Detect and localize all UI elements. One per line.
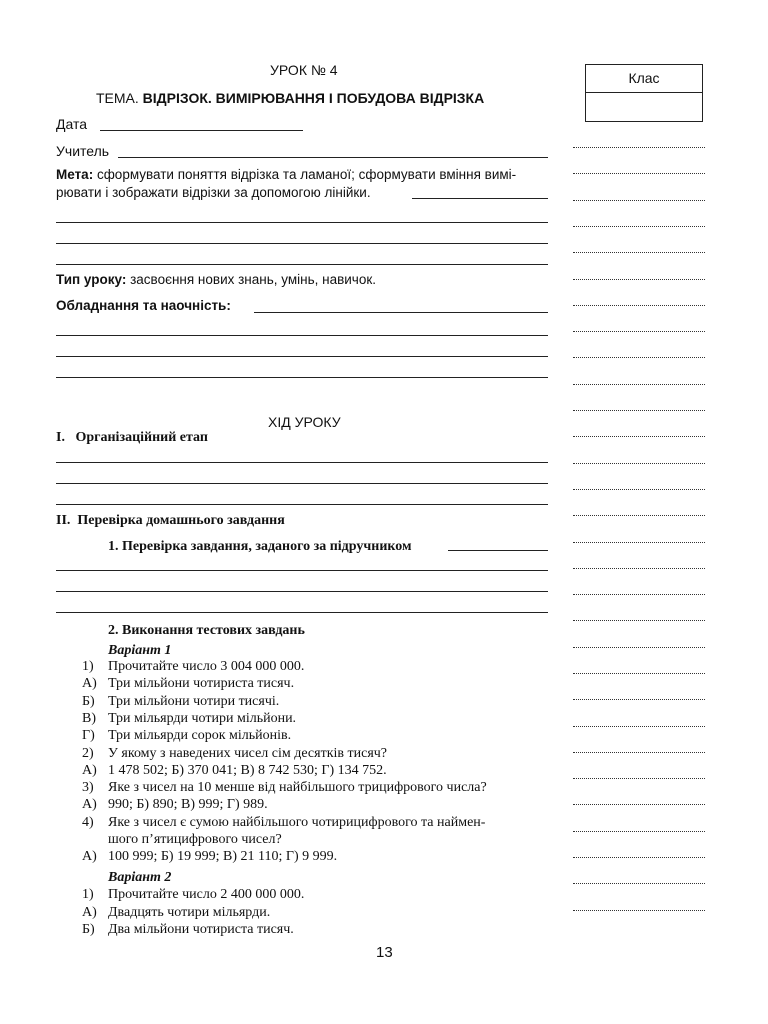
variant-2-item-text: Прочитайте число 2 400 000 000.: [108, 887, 305, 902]
variant-1-item-marker: Г): [82, 728, 95, 744]
variant-1-item-marker: А): [82, 676, 97, 692]
margin-note-line[interactable]: [573, 515, 705, 516]
variant-2-item-text: Два мільйони чотириста тисяч.: [108, 922, 294, 937]
type-label: Тип уроку:: [56, 272, 127, 287]
variant-1-item-marker: 1): [82, 659, 94, 674]
margin-note-line[interactable]: [573, 568, 705, 569]
class-box-divider: [586, 92, 702, 93]
equipment-line-blank-2[interactable]: [56, 356, 548, 357]
section-homework: II. Перевірка домашнього завдання: [56, 513, 285, 528]
variant-1-item-text: Три мільярди сорок мільйонів.: [108, 728, 292, 744]
sub-homework-check: 1. Перевірка завдання, заданого за підручником: [108, 539, 412, 554]
variant-1-item-marker: А): [82, 797, 97, 813]
sub-tests: 2. Виконання тестових завдань: [108, 623, 305, 638]
type-text: засвоєння нових знань, умінь, навичок.: [126, 272, 376, 287]
equipment-line-blank-3[interactable]: [56, 377, 548, 378]
variant-2-item-marker: А): [82, 904, 97, 920]
variant-1-item-text: Три мільйони чотири тисячі.: [108, 693, 280, 709]
margin-note-line[interactable]: [573, 226, 705, 227]
goal-text-1: сформувати поняття відрізка та ламаної; сформувати вміння вимі-: [93, 167, 517, 182]
lesson-topic: [96, 90, 484, 106]
sub1-field-end[interactable]: [448, 550, 548, 551]
margin-note-line[interactable]: [573, 699, 705, 700]
page-number: 13: [376, 944, 393, 961]
variant-1-item-text: Три мільярди чотири мільйони.: [108, 710, 297, 726]
margin-note-line[interactable]: [573, 200, 705, 201]
margin-note-line[interactable]: [573, 489, 705, 490]
margin-note-line[interactable]: [573, 647, 705, 648]
equipment-label: Обладнання та наочність:: [56, 298, 231, 313]
margin-note-line[interactable]: [573, 673, 705, 674]
margin-note-line[interactable]: [573, 384, 705, 385]
variant-1-item-marker: 2): [82, 745, 94, 761]
variant-1-item-marker: В): [82, 710, 96, 726]
margin-note-line[interactable]: [573, 410, 705, 411]
goal-field-end[interactable]: [412, 198, 548, 199]
margin-note-line[interactable]: [573, 252, 705, 253]
goal-line-blank-2[interactable]: [56, 243, 548, 244]
margin-note-line[interactable]: [573, 305, 705, 306]
sub1-line-2[interactable]: [56, 591, 548, 592]
variant-1-item-text: Прочитайте число 3 004 000 000.: [108, 659, 305, 674]
margin-note-line[interactable]: [573, 620, 705, 621]
sub1-line-1[interactable]: [56, 570, 548, 571]
margin-note-line[interactable]: [573, 331, 705, 332]
variant-1-item-marker: Б): [82, 693, 95, 709]
section1-line-1[interactable]: [56, 462, 548, 463]
variant-1-item-text: У якому з наведених чисел сім десятків тисяч?: [108, 745, 388, 761]
lesson-type: [56, 271, 376, 288]
margin-note-line[interactable]: [573, 436, 705, 437]
margin-note-line[interactable]: [573, 726, 705, 727]
margin-note-line[interactable]: [573, 752, 705, 753]
goal-text-2: рювати і зображати відрізки за допомогою лінійки.: [56, 185, 371, 200]
margin-note-line[interactable]: [573, 279, 705, 280]
class-label: Клас: [628, 70, 660, 86]
date-label: Дата: [56, 116, 88, 132]
margin-note-line[interactable]: [573, 857, 705, 858]
variant-1-item-marker: А): [82, 762, 97, 778]
margin-note-line[interactable]: [573, 910, 705, 911]
goal-line-blank-1[interactable]: [56, 222, 548, 223]
section1-line-3[interactable]: [56, 504, 548, 505]
variant-1-item-text: шого п’ятицифрового чисел?: [108, 832, 282, 847]
sub1-line-3[interactable]: [56, 612, 548, 613]
variant-1-item-marker: А): [82, 849, 97, 865]
goal-line-1: [56, 166, 556, 183]
margin-note-line[interactable]: [573, 804, 705, 805]
date-field[interactable]: [100, 130, 303, 131]
topic-text: ВІДРІЗОК. ВИМІРЮВАННЯ І ПОБУДОВА ВІДРІЗКА: [142, 90, 485, 106]
variant-1-item-text: 100 999; Б) 19 999; В) 21 110; Г) 9 999.: [108, 849, 338, 865]
margin-note-line[interactable]: [573, 147, 705, 148]
variant-2-item-marker: Б): [82, 922, 95, 937]
section-organizational: I. Організаційний етап: [56, 430, 208, 445]
variant-2-item-text: Двадцять чотири мільярди.: [108, 904, 271, 920]
goal-label: Мета:: [56, 167, 94, 182]
margin-note-line[interactable]: [573, 778, 705, 779]
margin-note-line[interactable]: [573, 463, 705, 464]
class-box[interactable]: [585, 64, 703, 122]
teacher-field[interactable]: [118, 157, 548, 158]
teacher-label: Учитель: [56, 143, 110, 159]
equipment-field[interactable]: [254, 312, 548, 313]
margin-note-line[interactable]: [573, 883, 705, 884]
variant-1-item-text: 990; Б) 890; В) 999; Г) 989.: [108, 797, 268, 813]
margin-note-line[interactable]: [573, 831, 705, 832]
variant-1-item-marker: 4): [82, 814, 94, 830]
section1-line-2[interactable]: [56, 483, 548, 484]
margin-note-line[interactable]: [573, 357, 705, 358]
variant-1-item-text: Яке з чисел є сумою найбільшого чотирицифрового та наймен-: [108, 814, 486, 830]
variant-2-item-marker: 1): [82, 887, 94, 902]
variant-1-item-marker: 3): [82, 780, 94, 796]
lesson-title: УРОК № 4: [270, 62, 338, 78]
variant-1-item-text: Яке з чисел на 10 менше від найбільшого трицифрового числа?: [108, 780, 487, 796]
variant-1-item-text: 1 478 502; Б) 370 041; В) 8 742 530; Г) 134 752.: [108, 762, 387, 778]
goal-line-blank-3[interactable]: [56, 264, 548, 265]
topic-prefix: ТЕМА.: [96, 90, 139, 106]
variant-1-title: Варіант 1: [108, 643, 172, 658]
variant-1-item-text: Три мільйони чотириста тисяч.: [108, 676, 295, 692]
variant-2-title: Варіант 2: [108, 870, 172, 885]
margin-note-line[interactable]: [573, 542, 705, 543]
margin-note-line[interactable]: [573, 594, 705, 595]
margin-note-line[interactable]: [573, 173, 705, 174]
equipment-line-blank-1[interactable]: [56, 335, 548, 336]
course-title: ХІД УРОКУ: [268, 414, 341, 430]
